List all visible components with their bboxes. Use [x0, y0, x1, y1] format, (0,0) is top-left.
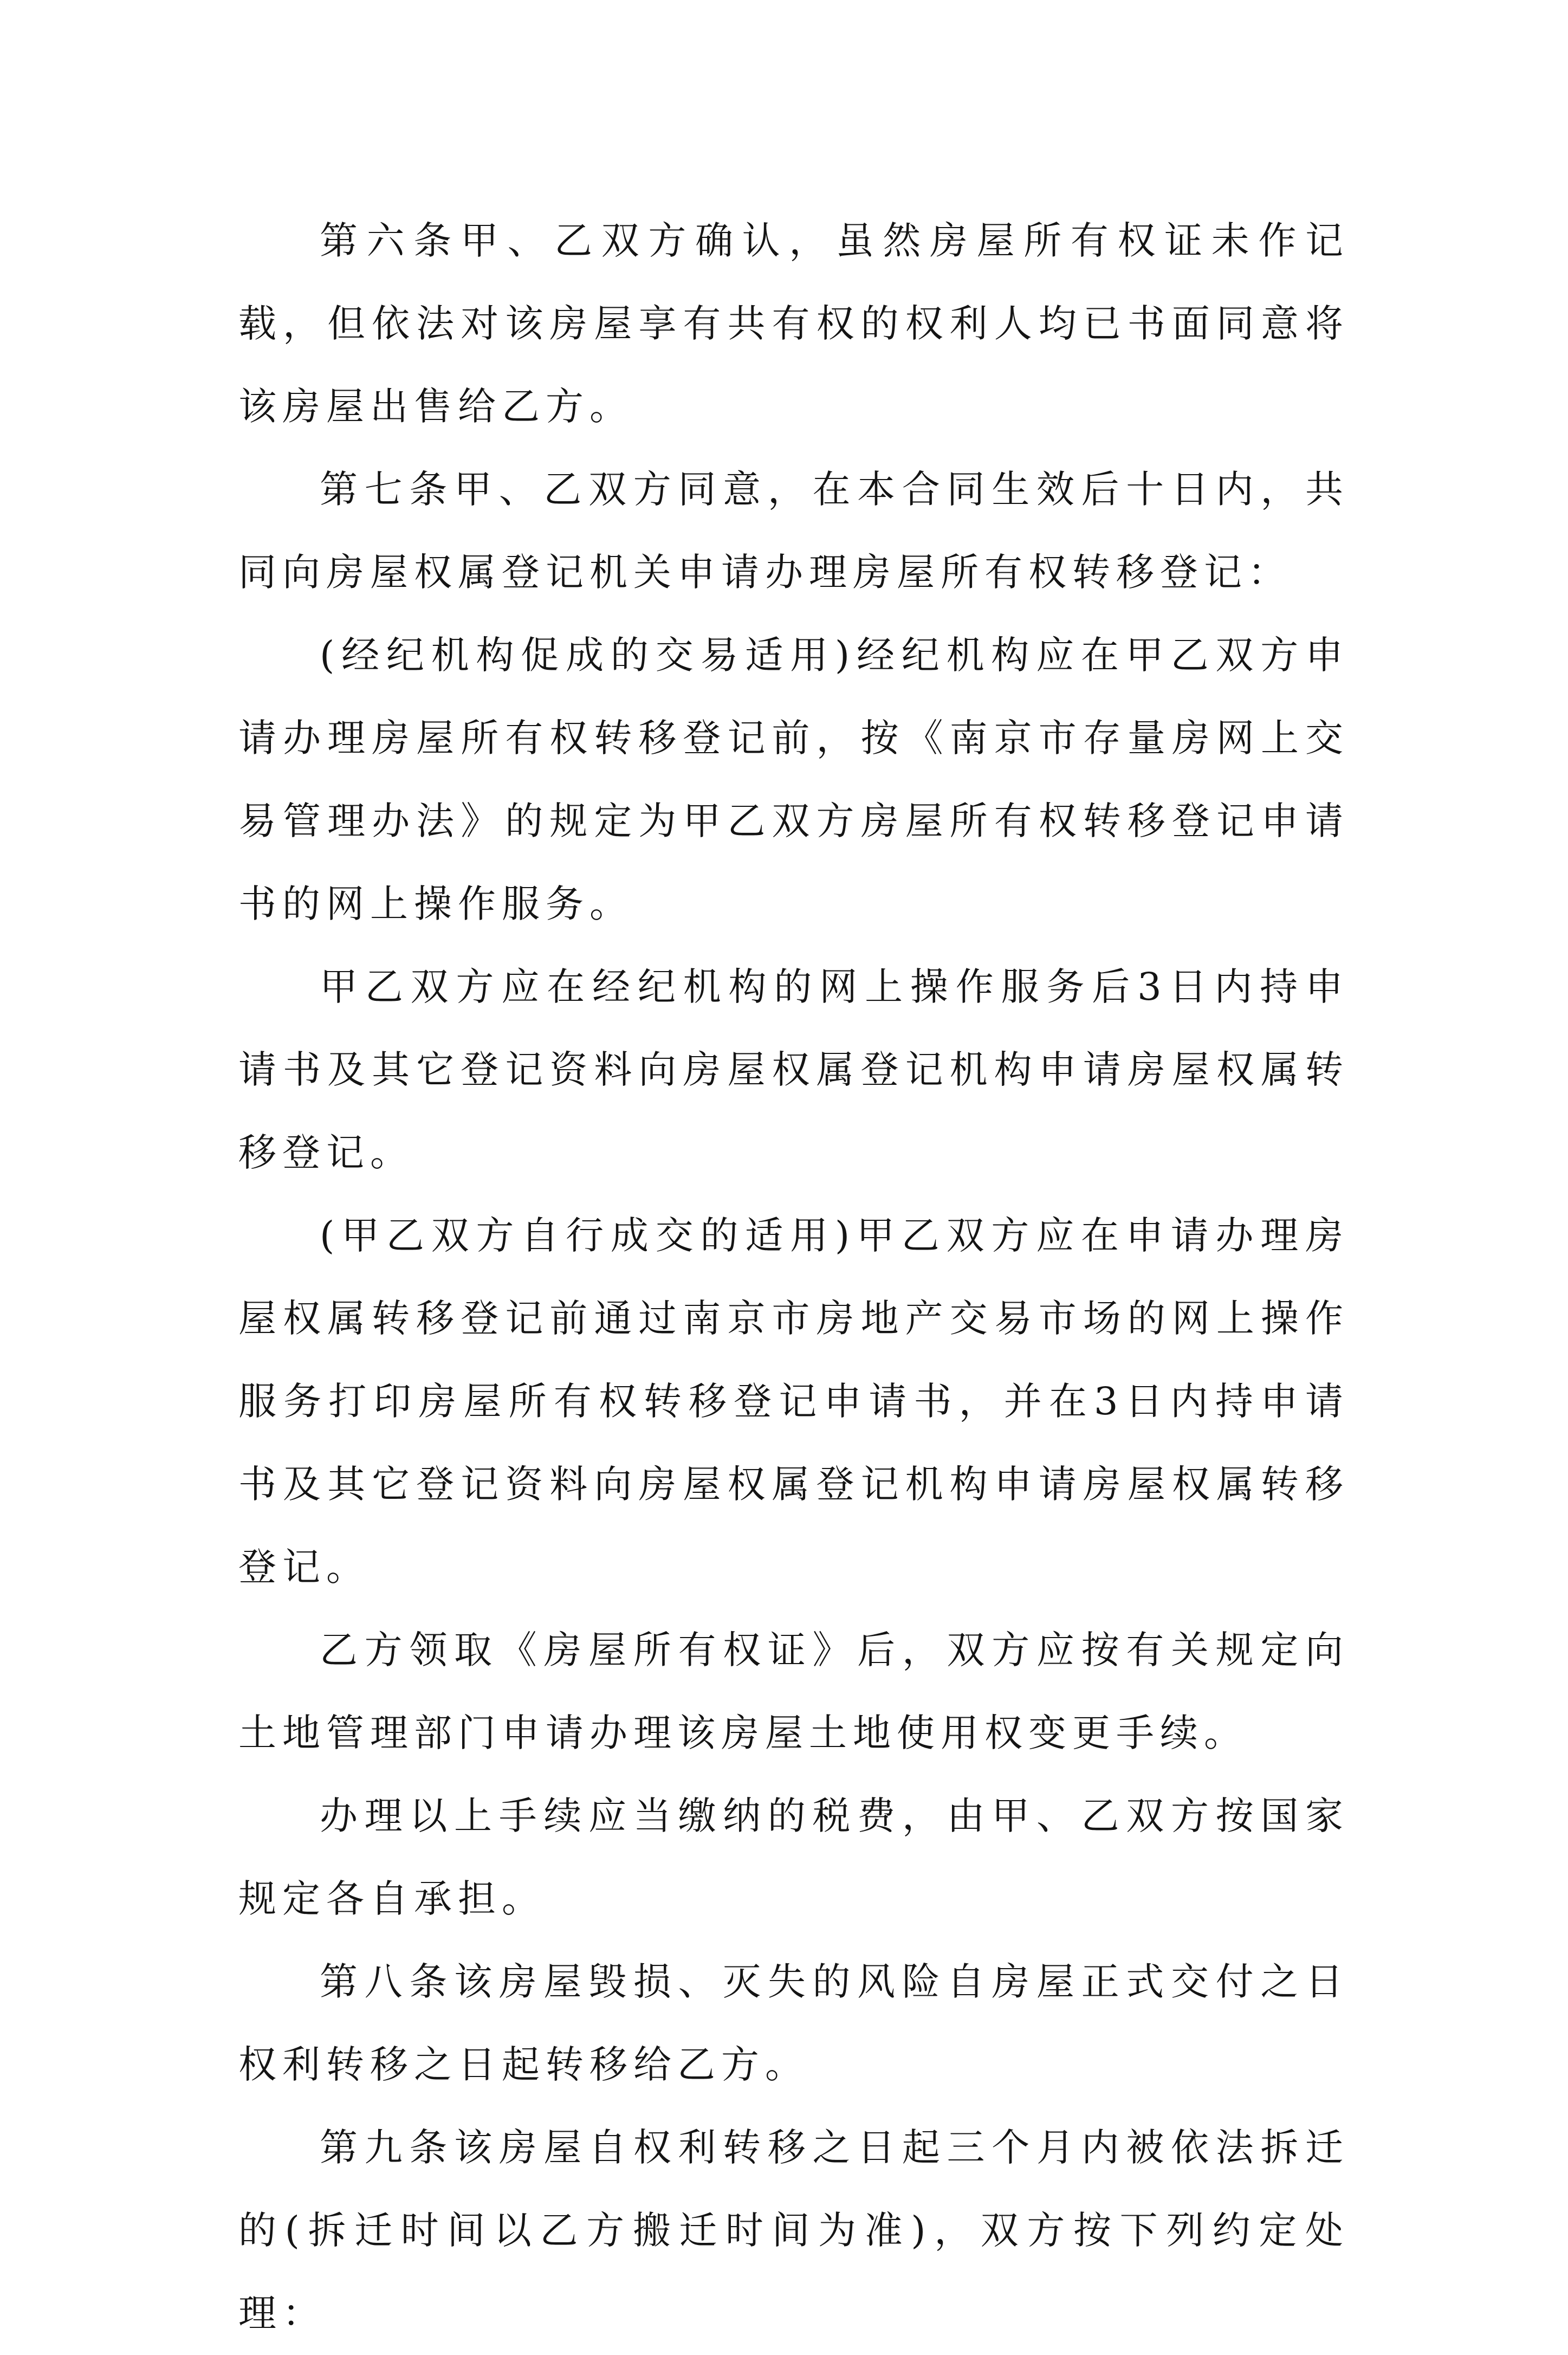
paragraph-article-7: 第七条甲、乙双方同意，在本合同生效后十日内，共同向房屋权属登记机关申请办理房屋所有权转移登记： [238, 467, 1349, 594]
paragraph-taxes-fees: 办理以上手续应当缴纳的税费，由甲、乙双方按国家规定各自承担。 [238, 1794, 1349, 1921]
paragraph-article-9: 第九条该房屋自权利转移之日起三个月内被依法拆迁的(拆迁时间以乙方搬迁时间为准)，双方按下列约定处理： [238, 2125, 1349, 2335]
paragraph-article-8: 第八条该房屋毁损、灭失的风险自房屋正式交付之日权利转移之日起转移给乙方。 [238, 1959, 1349, 2087]
paragraph-self-transaction: (甲乙双方自行成交的适用)甲乙双方应在申请办理房屋权属转移登记前通过南京市房地产交易市场的网上操作服务打印房屋所有权转移登记申请书，并在3日内持申请书及其它登记资料向房屋权属登记机构申请房屋权属转移登记。 [238, 1213, 1349, 1589]
paragraph-land-use-rights: 乙方领取《房屋所有权证》后，双方应按有关规定向土地管理部门申请办理该房屋土地使用权变更手续。 [238, 1628, 1349, 1755]
document-body [238, 199, 1349, 2355]
paragraph-article-6: 第六条甲、乙双方确认，虽然房屋所有权证未作记载，但依法对该房屋享有共有权的权利人均已书面同意将该房屋出售给乙方。 [238, 218, 1349, 429]
paragraph-agency-transaction: (经纪机构促成的交易适用)经纪机构应在甲乙双方申请办理房屋所有权转移登记前，按《南京市存量房网上交易管理办法》的规定为甲乙双方房屋所有权转移登记申请书的网上操作服务。 [238, 633, 1349, 926]
paragraph-agency-registration: 甲乙双方应在经纪机构的网上操作服务后3日内持申请书及其它登记资料向房屋权属登记机构申请房屋权属转移登记。 [238, 965, 1349, 1175]
